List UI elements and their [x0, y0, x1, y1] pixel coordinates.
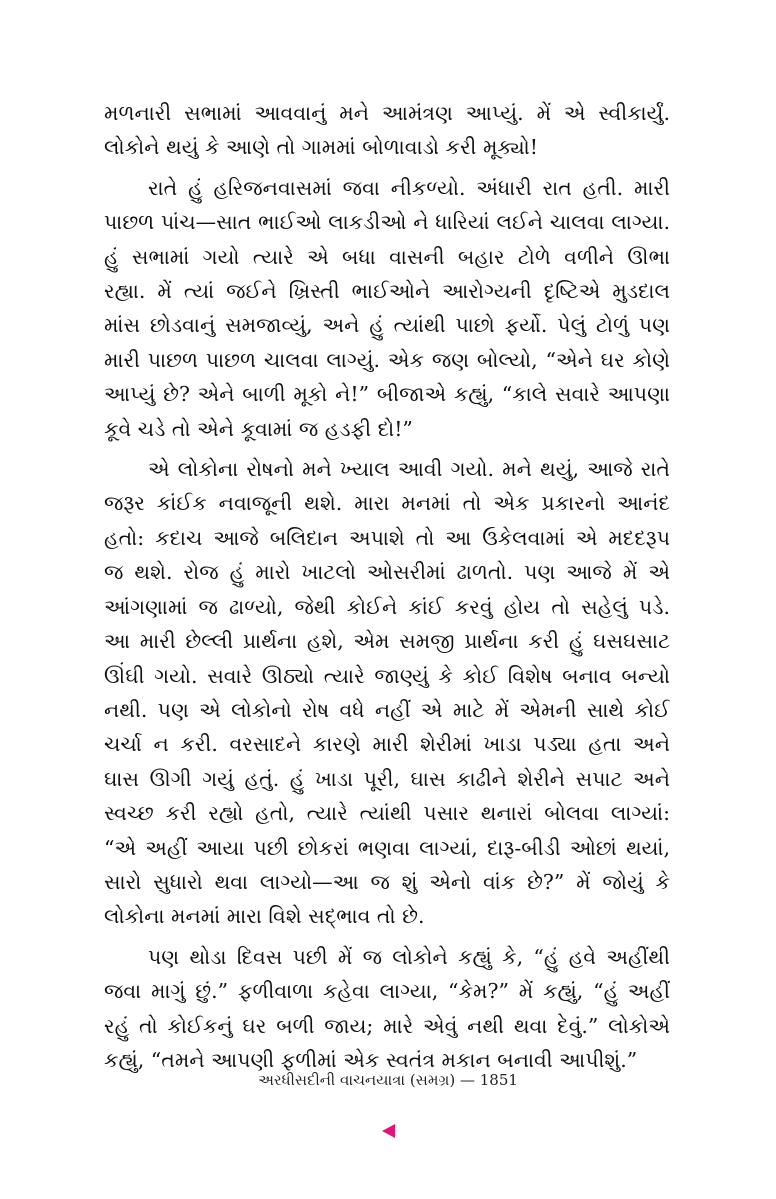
text-line: ચર્ચા ન કરી. વરસાદને કારણે મારી શેરીમાં ખાડા પડ્યા હતા અને	[104, 732, 670, 757]
text-line: પણ થોડા દિવસ પછી મેં જ લોકોને કહ્યું કે, “હું હવે અહીંથી	[148, 944, 670, 969]
text-line: નથી. પણ એ લોકોનો રોષ વધે નહીં એ માટે મેં એમની સાથે કોઈ	[104, 697, 670, 722]
text-line: જરૂર કાંઈક નવાજૂની થશે. મારા મનમાં તો એક પ્રકારનો આનંદ	[104, 491, 670, 516]
text-line: એ લોકોના રોષનો મને ખ્યાલ આવી ગયો. મને થયું, આજે રાતે	[148, 457, 670, 482]
previous-page-arrow-icon[interactable]	[382, 1124, 395, 1138]
text-line: સારો સુધારો થવા લાગ્યો—આ જ શું એનો વાંક છે?” મેં જોયું કે	[104, 869, 670, 894]
paragraph	[104, 171, 670, 446]
text-line: ઊંઘી ગયો. સવારે ઊઠ્યો ત્યારે જાણ્યું કે કોઈ વિશેષ બનાવ બન્યો	[104, 663, 670, 688]
text-line: રાતે હું હરિજનવાસમાં જવા નીકળ્યો. અંધારી રાત હતી. મારી	[148, 175, 670, 200]
text-line: હતો: કદાચ આજે બલિદાન અપાશે તો આ ઉકેલવામાં એ મદદરૂપ	[104, 525, 670, 550]
text-line: જવા માગું છું.” ફળીવાળા કહેવા લાગ્યા, “કેમ?” મેં કહ્યું, “હું અહીં	[104, 979, 670, 1004]
page-footer: અરધીસદીની વાચનયાત્રા (સમગ્ર) — 1851	[258, 1071, 518, 1089]
text-line: લોકોના મનમાં મારા વિશે સદ્ભાવ તો છે.	[104, 904, 425, 929]
text-line: સ્વચ્છ કરી રહ્યો હતો, ત્યારે ત્યાંથી પસાર થનારાં બોલવા લાગ્યાં:	[104, 801, 670, 826]
text-line: માંસ છોડવાનું સમજાવ્યું, અને હું ત્યાંથી પાછો ફર્યો. પેલું ટોળું પણ	[104, 313, 670, 338]
text-line: લોકોને થયું કે આણે તો ગામમાં બોળાવાડો કરી મૂક્યો!	[104, 135, 539, 160]
text-line: આ મારી છેલ્લી પ્રાર્થના હશે, એમ સમજી પ્રાર્થના કરી હું ઘસઘસાટ	[104, 629, 670, 654]
page-body	[104, 96, 670, 1077]
paragraph	[104, 96, 670, 165]
text-line: ઘાસ ઊગી ગયું હતું. હું ખાડા પૂરી, ઘાસ કાઢીને શેરીને સપાટ અને	[104, 766, 670, 791]
text-line: પાછળ પાંચ—સાત ભાઈઓ લાકડીઓ ને ધારિયાં લઈને ચાલવા લાગ્યા.	[104, 210, 670, 235]
paragraph	[104, 940, 670, 1078]
text-line: “એ અહીં આયા પછી છોકરાં ભણવા લાગ્યાં, દારૂ-બીડી ઓછાં થયાં,	[104, 835, 670, 860]
text-line: આપ્યું છે? એને બાળી મૂકો ને!” બીજાએ કહ્યું, “કાલે સવારે આપણા	[104, 382, 670, 407]
text-line: કૂવે ચડે તો એને કૂવામાં જ હડફી દો!”	[104, 416, 413, 441]
text-line: મળનારી સભામાં આવવાનું મને આમંત્રણ આપ્યું. મેં એ સ્વીકાર્યું.	[104, 101, 670, 125]
text-line: રહ્યા. મેં ત્યાં જઈને ખ્રિસ્તી ભાઈઓને આરોગ્યની દૃષ્ટિએ મુડદાલ	[104, 279, 670, 304]
text-line: કહ્યું, “તમને આપણી ફળીમાં એક સ્વતંત્ર મકાન બનાવી આપીશું.”	[104, 1047, 638, 1072]
text-line: મારી પાછળ પાછળ ચાલવા લાગ્યું. એક જણ બોલ્યો, “એને ઘર કોણે	[104, 347, 670, 372]
text-line: જ થશે. રોજ હું મારો ખાટલો ઓસરીમાં ઢાળતો. પણ આજે મેં એ	[104, 560, 670, 585]
text-line: આંગણામાં જ ઢાળ્યો, જેથી કોઈને કાંઈ કરવું હોય તો સહેલું પડે.	[104, 594, 670, 619]
text-line: હું સભામાં ગયો ત્યારે એ બધા વાસની બહાર ટોળે વળીને ઊભા	[104, 244, 670, 269]
paragraph	[104, 452, 670, 934]
text-line: રહું તો કોઈકનું ઘર બળી જાય; મારે એવું નથી થવા દેવું.” લોકોએ	[104, 1013, 670, 1038]
